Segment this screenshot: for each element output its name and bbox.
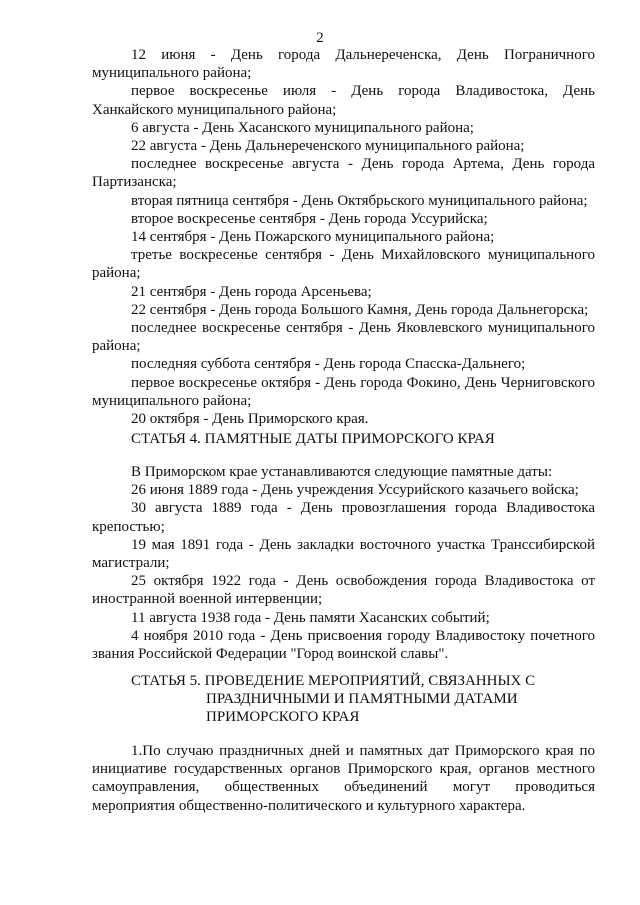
list-item: первое воскресенье октября - День города Фокино, День Черниговского муниципального района;: [92, 374, 595, 409]
list-item: 14 сентября - День Пожарского муниципального района;: [131, 229, 495, 246]
paragraph: 4 ноября 2010 года - День присвоения городу Владивостоку почетного звания Российской Федерации "Город воинской славы".: [92, 627, 595, 663]
list-item: 22 сентября - День города Большого Камня, День города Дальнегорска;: [131, 301, 589, 318]
list-item: 12 июня - День города Дальнереченска, День Пограничного муниципального района;: [92, 47, 595, 82]
paragraph: 30 августа 1889 года - День провозглашения города Владивостока крепостью;: [92, 500, 595, 535]
holidays-list: [92, 46, 595, 428]
list-item: 22 августа - День Дальнереченского муниципального района;: [131, 138, 525, 155]
article-4-body: [92, 463, 595, 663]
paragraph: 19 мая 1891 года - День закладки восточного участка Транссибирской магистрали;: [92, 536, 595, 572]
list-item: вторая пятница сентября - День Октябрьского муниципального района;: [131, 192, 588, 209]
paragraph: В Приморском крае устанавливаются следующие памятные даты:: [131, 464, 553, 480]
list-item: 6 августа - День Хасанского муниципального района;: [131, 119, 474, 136]
paragraph: 1.По случаю праздничных дней и памятных дат Приморского края по инициативе государственных органов Приморского края, органов местного самоуправления, общественных объединений могут проводиться мероприятия общественно-политического и культурного характера.: [92, 743, 595, 814]
list-item: последнее воскресенье сентября - День Яковлевского муниципального района;: [92, 320, 595, 355]
list-item: последнее воскресенье августа - День города Артема, День города Партизанска;: [92, 156, 595, 191]
article-5-heading-line: ПРАЗДНИЧНЫМИ И ПАМЯТНЫМИ ДАТАМИ: [206, 691, 518, 707]
paragraph: 26 июня 1889 года - День учреждения Уссурийского казачьего войска;: [131, 482, 579, 499]
article-5-body: [92, 742, 595, 815]
article-4-heading: СТАТЬЯ 4. ПАМЯТНЫЕ ДАТЫ ПРИМОРСКОГО КРАЯ: [131, 431, 495, 447]
paragraph: 25 октября 1922 года - День освобождения города Владивостока от иностранной военной интервенции;: [92, 573, 595, 608]
list-item: 21 сентября - День города Арсеньева;: [131, 283, 372, 300]
list-item: последняя суббота сентября - День города Спасска-Дальнего;: [131, 356, 526, 373]
list-item: первое воскресенье июля - День города Владивостока, День Ханкайского муниципального района;: [92, 83, 595, 118]
list-item: 20 октября - День Приморского края.: [131, 411, 369, 428]
page-number: 2: [316, 30, 324, 46]
list-item: второе воскресенье сентября - День города Уссурийска;: [131, 210, 488, 227]
article-5-heading-line: СТАТЬЯ 5. ПРОВЕДЕНИЕ МЕРОПРИЯТИЙ, СВЯЗАННЫХ С: [131, 673, 536, 689]
paragraph: 11 августа 1938 года - День памяти Хасанских событий;: [131, 609, 490, 626]
article-5-heading-line: ПРИМОРСКОГО КРАЯ: [206, 709, 360, 725]
article-5-heading: [131, 672, 535, 726]
list-item: третье воскресенье сентября - День Михайловского муниципального района;: [92, 247, 595, 282]
